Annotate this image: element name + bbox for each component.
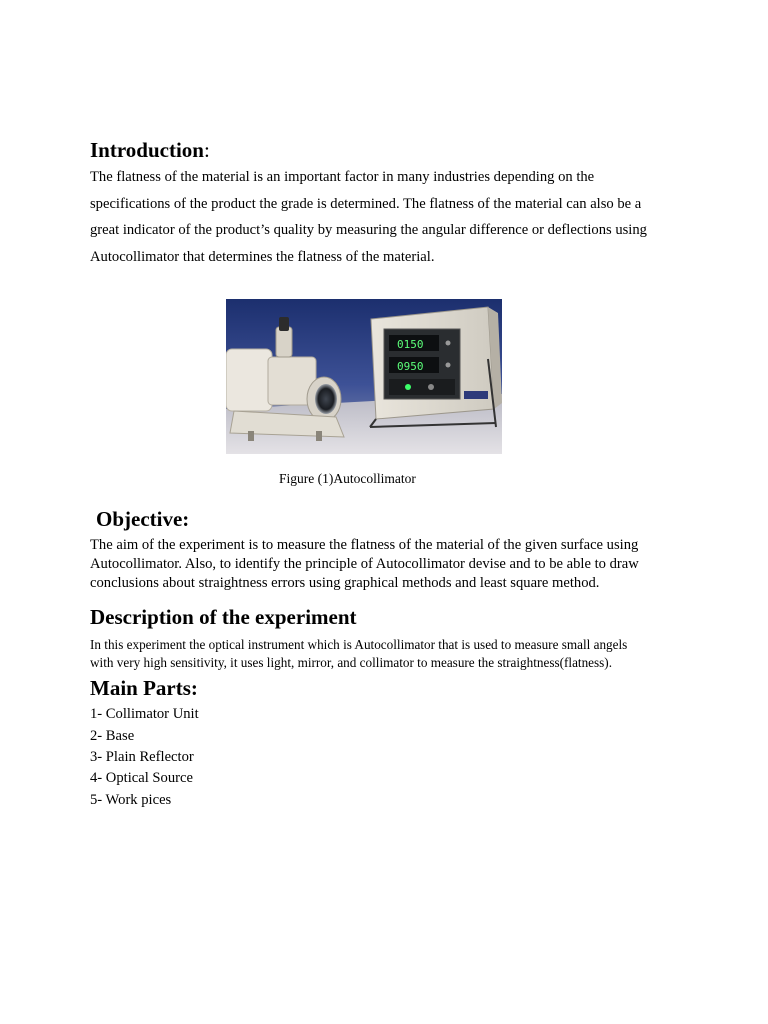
autocollimator-photo [226,299,502,454]
objective-paragraph-line: Autocollimator. Also, to identify the principle of Autocollimator devise and to be able to draw [90,556,639,572]
description-paragraph-line: with very high sensitivity, it uses light, mirror, and collimator to measure the straightness(flatness). [90,655,612,670]
main-parts-item: 3- Plain Reflector [90,749,194,765]
introduction-paragraph-line: specifications of the product the grade is determined. The flatness of the material can also be a [90,196,642,212]
introduction-paragraph-line: The flatness of the material is an important factor in many industries depending on the [90,169,595,185]
introduction-heading-colon: : [203,138,210,162]
figure-caption: Figure (1)Autocollimator [279,471,416,486]
main-parts-item: 4- Optical Source [90,770,193,786]
display-bottom-readout: 0950 [397,360,424,373]
description-heading: Description of the experiment [90,605,357,629]
objective-paragraph-line: The aim of the experiment is to measure the flatness of the material of the given surface using [90,537,639,553]
main-parts-item: 5- Work pices [90,792,172,808]
introduction-heading-text: Introduction [90,138,204,162]
introduction-paragraph-line: Autocollimator that determines the flatness of the material. [90,249,435,265]
objective-paragraph-line: conclusions about straightness errors using graphical methods and least square method. [90,575,600,591]
introduction-heading [90,138,210,163]
objective-heading: Objective: [96,507,190,531]
main-parts-item: 2- Base [90,728,135,744]
main-parts-heading: Main Parts: [90,676,198,700]
display-top-readout: 0150 [397,338,424,351]
main-parts-item: 1- Collimator Unit [90,706,199,722]
introduction-paragraph-line: great indicator of the product’s quality by measuring the angular difference or deflections using [90,222,647,238]
description-paragraph-line: In this experiment the optical instrument which is Autocollimator that is used to measure small angels [90,637,628,652]
control-unit [370,307,502,427]
